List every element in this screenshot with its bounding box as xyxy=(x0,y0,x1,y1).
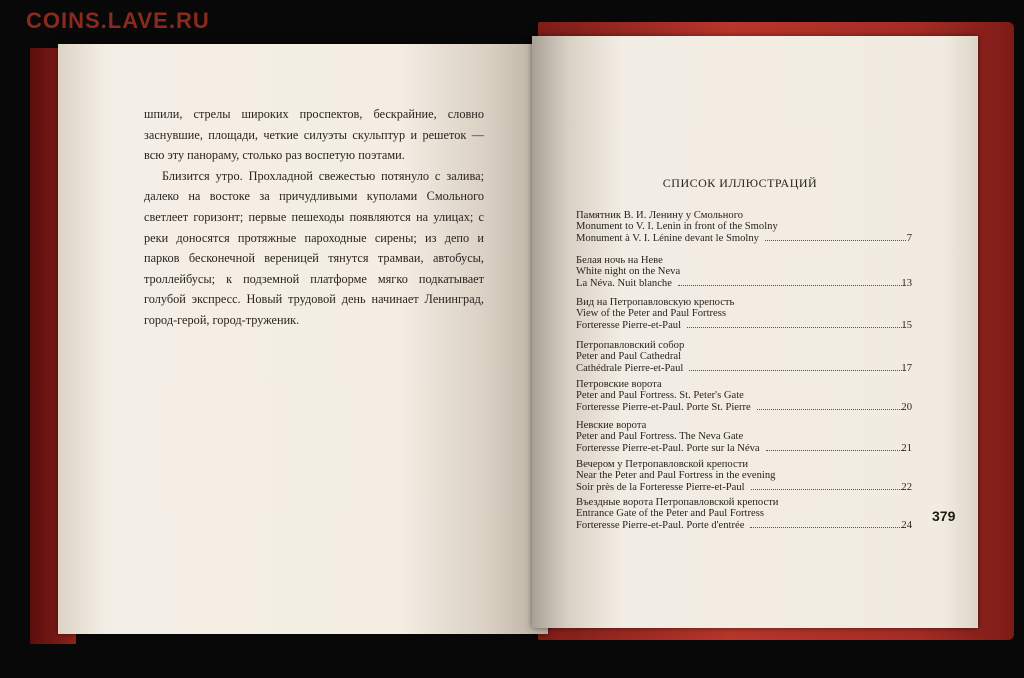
entry-title-fr: Forteresse Pierre-et-Paul xyxy=(576,319,682,331)
page-number: 379 xyxy=(932,508,956,524)
leader-dots xyxy=(687,327,906,328)
entry-page-number: 20 xyxy=(901,401,912,413)
entry-title-fr: Forteresse Pierre-et-Paul. Porte d'entrée xyxy=(576,519,745,531)
entry-title-fr: Soir près de la Forteresse Pierre-et-Paul xyxy=(576,481,745,493)
toc-entry xyxy=(576,210,912,244)
entry-title-ru: Въездные ворота Петропавловской крепости xyxy=(576,497,779,508)
entry-title-en: Peter and Paul Fortress. The Neva Gate xyxy=(576,431,744,443)
entry-title-en: White night on the Neva xyxy=(576,266,681,278)
entry-page-number: 22 xyxy=(901,481,912,493)
toc-entry xyxy=(576,297,912,331)
entry-title-fr: La Néva. Nuit blanche xyxy=(576,277,672,289)
entry-title-fr: Monument à V. I. Lénine devant le Smolny xyxy=(576,232,759,244)
entry-title-ru: Невские ворота xyxy=(576,420,647,431)
leader-dots xyxy=(689,370,906,371)
toc-entry xyxy=(576,255,912,289)
leader-dots xyxy=(757,409,906,410)
entry-title-ru: Белая ночь на Неве xyxy=(576,255,663,266)
toc-entry xyxy=(576,379,912,413)
leader-dots xyxy=(750,527,906,528)
leader-dots xyxy=(766,450,906,451)
entry-title-ru: Петровские ворота xyxy=(576,379,662,390)
entry-title-en: Entrance Gate of the Peter and Paul Fortress xyxy=(576,508,764,520)
entry-title-en: Monument to V. I. Lenin in front of the Smolny xyxy=(576,221,778,233)
paragraph-2: Близится утро. Прохладной свежестью потянуло с залива; далеко на востоке за причудливыми куполами Смольного светлеет горизонт; первые пешеходы появляются на улицах; с реки доносятся протяжные пароходные сирены; из депо и парков бесконечной вереницей тянутся трамваи, автобусы, троллейбусы; к подземной платформе мягко подкатывает голубой экспресс. Новый трудовой день начинает Ленинград, город-герой, город-труженик. xyxy=(144,168,484,327)
entry-title-en: Near the Peter and Paul Fortress in the evening xyxy=(576,470,776,482)
left-page-text xyxy=(144,104,484,331)
entry-page-number: 17 xyxy=(901,362,912,374)
entry-title-en: Peter and Paul Fortress. St. Peter's Gate xyxy=(576,390,744,402)
entry-page-number: 13 xyxy=(901,277,912,289)
entry-title-en: Peter and Paul Cathedral xyxy=(576,351,682,363)
entry-title-ru: Вид на Петропавловскую крепость xyxy=(576,297,735,308)
entry-title-ru: Памятник В. И. Ленину у Смольного xyxy=(576,210,744,221)
leader-dots xyxy=(678,285,906,286)
right-page xyxy=(532,36,978,628)
toc-entry xyxy=(576,340,912,374)
toc-entry xyxy=(576,497,912,531)
entry-page-number: 7 xyxy=(906,232,912,244)
entry-page-number: 21 xyxy=(901,442,912,454)
entry-title-fr: Forteresse Pierre-et-Paul. Porte sur la Néva xyxy=(576,442,760,454)
leader-dots xyxy=(765,240,906,241)
paragraph-1: шпили, стрелы широких проспектов, бескрайние, словно заснувшие, площади, четкие силуэты скульптур и решеток — всю эту панораму, столько раз воспетую поэтами. xyxy=(144,107,484,163)
toc-title: СПИСОК ИЛЛЮСТРАЦИЙ xyxy=(662,176,818,190)
entry-title-en: View of the Peter and Paul Fortress xyxy=(576,308,726,320)
entry-title-fr: Cathédrale Pierre-et-Paul xyxy=(576,362,684,374)
entry-title-fr: Forteresse Pierre-et-Paul. Porte St. Pierre xyxy=(576,401,751,413)
toc-entry xyxy=(576,459,912,493)
entry-title-ru: Петропавловский собор xyxy=(576,340,685,351)
toc-entry xyxy=(576,420,912,454)
watermark-text: COINS.LAVE.RU xyxy=(26,8,210,33)
entry-page-number: 15 xyxy=(901,319,912,331)
entry-title-ru: Вечером у Петропавловской крепости xyxy=(576,459,748,470)
entry-page-number: 24 xyxy=(901,519,912,531)
leader-dots xyxy=(751,489,906,490)
